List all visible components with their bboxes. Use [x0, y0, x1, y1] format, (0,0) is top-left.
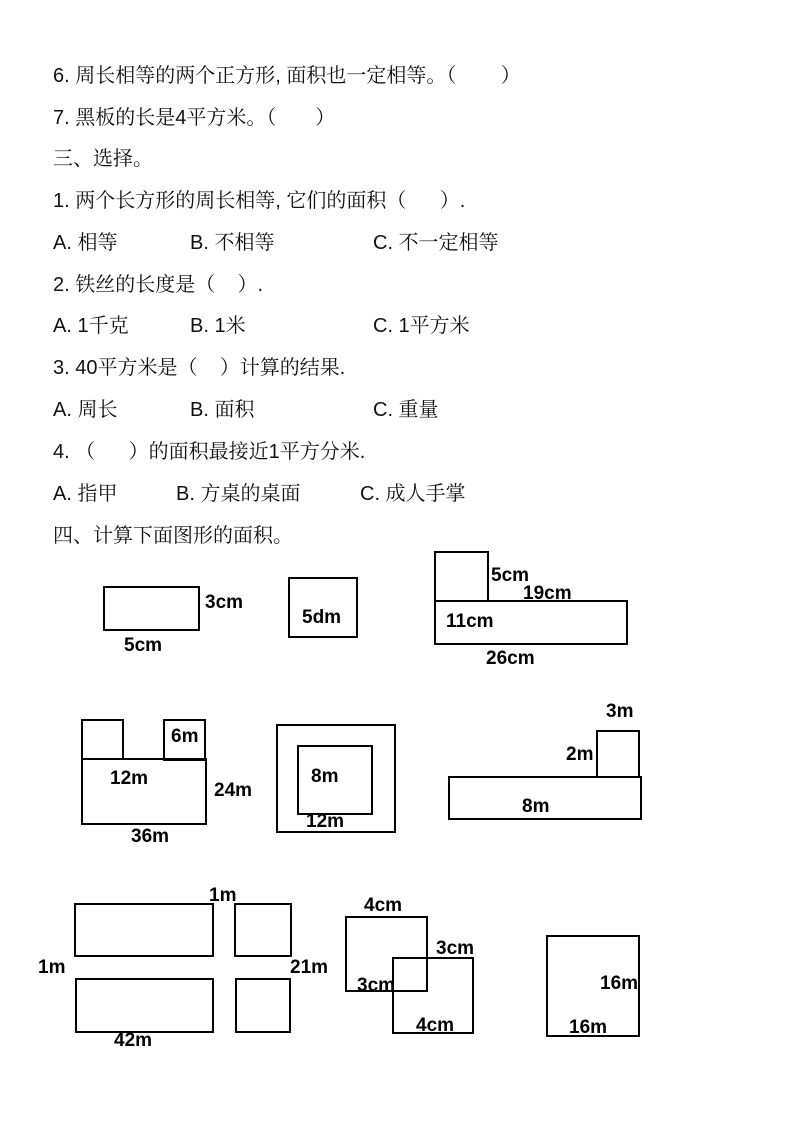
- choice-q2-stem: 2. 铁丝的长度是（ ）.: [53, 274, 264, 296]
- dim-label: 16m: [600, 973, 639, 994]
- dim-label: 24m: [214, 780, 253, 801]
- choice-q1-option-b: B. 不相等: [190, 232, 275, 254]
- figure-rect-5x3: [103, 586, 200, 631]
- dim-label: 5cm: [491, 565, 530, 586]
- dim-label: 21m: [290, 957, 329, 978]
- choice-q3-option-b: B. 面积: [190, 399, 255, 421]
- figure-notched-left-square: [81, 719, 124, 760]
- dim-label: 16m: [569, 1017, 608, 1038]
- dim-label: 4cm: [416, 1015, 455, 1036]
- dim-label: 3m: [606, 701, 634, 722]
- figure-step-top-square: [596, 730, 640, 778]
- dim-label: 1m: [38, 957, 66, 978]
- dim-label: 6m: [171, 726, 199, 747]
- choice-q1-stem: 1. 两个长方形的周长相等, 它们的面积（ ）.: [53, 190, 466, 212]
- dim-label: 8m: [311, 766, 339, 787]
- dim-label: 8m: [522, 796, 550, 817]
- choice-q4-option-c: C. 成人手掌: [360, 483, 466, 505]
- dim-label: 26cm: [486, 648, 535, 669]
- choice-q4-option-a: A. 指甲: [53, 483, 118, 505]
- choice-q3-option-a: A. 周长: [53, 399, 118, 421]
- dim-label: 4cm: [364, 895, 403, 916]
- choice-q2-option-c: C. 1平方米: [373, 315, 470, 337]
- choice-q2-option-b: B. 1米: [190, 315, 246, 337]
- dim-label: 5cm: [124, 635, 163, 656]
- dim-label: 5dm: [302, 607, 342, 628]
- section-3-title: 三、选择。: [53, 148, 153, 170]
- section-4-title: 四、计算下面图形的面积。: [53, 525, 293, 547]
- figure-path-bottom-left-rect: [75, 978, 214, 1033]
- choice-q4-stem: 4. （ ）的面积最接近1平方分米.: [53, 441, 366, 463]
- dim-label: 19cm: [523, 583, 572, 604]
- figure-path-top-right-rect: [234, 903, 292, 957]
- dim-label: 11cm: [446, 611, 494, 632]
- dim-label: 42m: [114, 1030, 153, 1051]
- choice-q1-option-a: A. 相等: [53, 232, 118, 254]
- dim-label: 36m: [131, 826, 170, 847]
- figure-lshape-top-square: [434, 551, 489, 602]
- dim-label: 12m: [306, 811, 345, 832]
- question-6: 6. 周长相等的两个正方形, 面积也一定相等。（ ）: [53, 65, 521, 87]
- dim-label: 1m: [209, 885, 237, 906]
- question-7: 7. 黑板的长是4平方米。（ ）: [53, 107, 336, 129]
- figure-path-bottom-right-rect: [235, 978, 291, 1033]
- dim-label: 3cm: [436, 938, 475, 959]
- dim-label: 2m: [566, 744, 594, 765]
- dim-label: 3cm: [205, 592, 244, 613]
- choice-q1-option-c: C. 不一定相等: [373, 232, 499, 254]
- dim-label: 3cm: [357, 975, 396, 996]
- figure-path-top-left-rect: [74, 903, 214, 957]
- choice-q3-stem: 3. 40平方米是（ ）计算的结果.: [53, 357, 346, 379]
- choice-q2-option-a: A. 1千克: [53, 315, 129, 337]
- choice-q4-option-b: B. 方桌的桌面: [176, 483, 301, 505]
- dim-label: 12m: [110, 768, 149, 789]
- choice-q3-option-c: C. 重量: [373, 399, 439, 421]
